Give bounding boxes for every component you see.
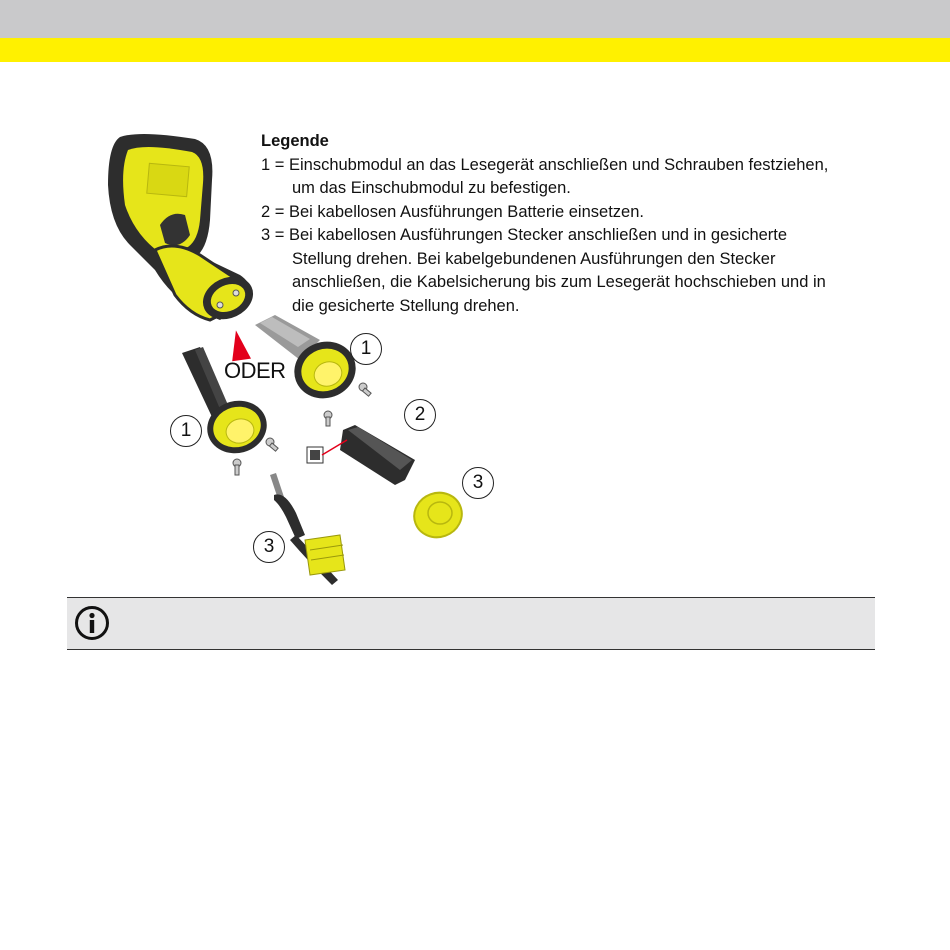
callout-2: 2 bbox=[404, 399, 436, 431]
header-yellow-band bbox=[0, 38, 950, 62]
info-note-box bbox=[67, 597, 875, 650]
legend-item-2: 2 = Bei kabellosen Ausführungen Batterie einsetzen. bbox=[261, 202, 644, 221]
battery-cap bbox=[408, 486, 468, 544]
callout-3-right: 3 bbox=[462, 467, 494, 499]
cable-assembly bbox=[270, 473, 345, 585]
or-label: ODER bbox=[224, 358, 286, 383]
legend-title: Legende bbox=[261, 132, 329, 150]
scanner-body bbox=[108, 134, 260, 327]
legend-item-3: 3 = Bei kabellosen Ausführungen Stecker anschließen und in gesicherte Stellung drehen. Bei kabelgebundenen Ausführungen den Stecker anschließen, die Kabelsicherung bis zum Lesegerät hochschieben und in die gesicherte Stellung drehen. bbox=[261, 226, 826, 315]
callout-3-left: 3 bbox=[253, 531, 285, 563]
legend-item-1: 1 = Einschubmodul an das Lesegerät anschließen und Schrauben festziehen, um das Einschubmodul zu befestigen. bbox=[261, 155, 829, 197]
header-gray-bar bbox=[0, 0, 950, 38]
battery bbox=[307, 425, 415, 485]
callout-1-left: 1 bbox=[170, 415, 202, 447]
info-icon bbox=[74, 605, 110, 641]
legend bbox=[261, 130, 851, 318]
callout-1-right: 1 bbox=[350, 333, 382, 365]
insert-arrow bbox=[228, 329, 251, 361]
